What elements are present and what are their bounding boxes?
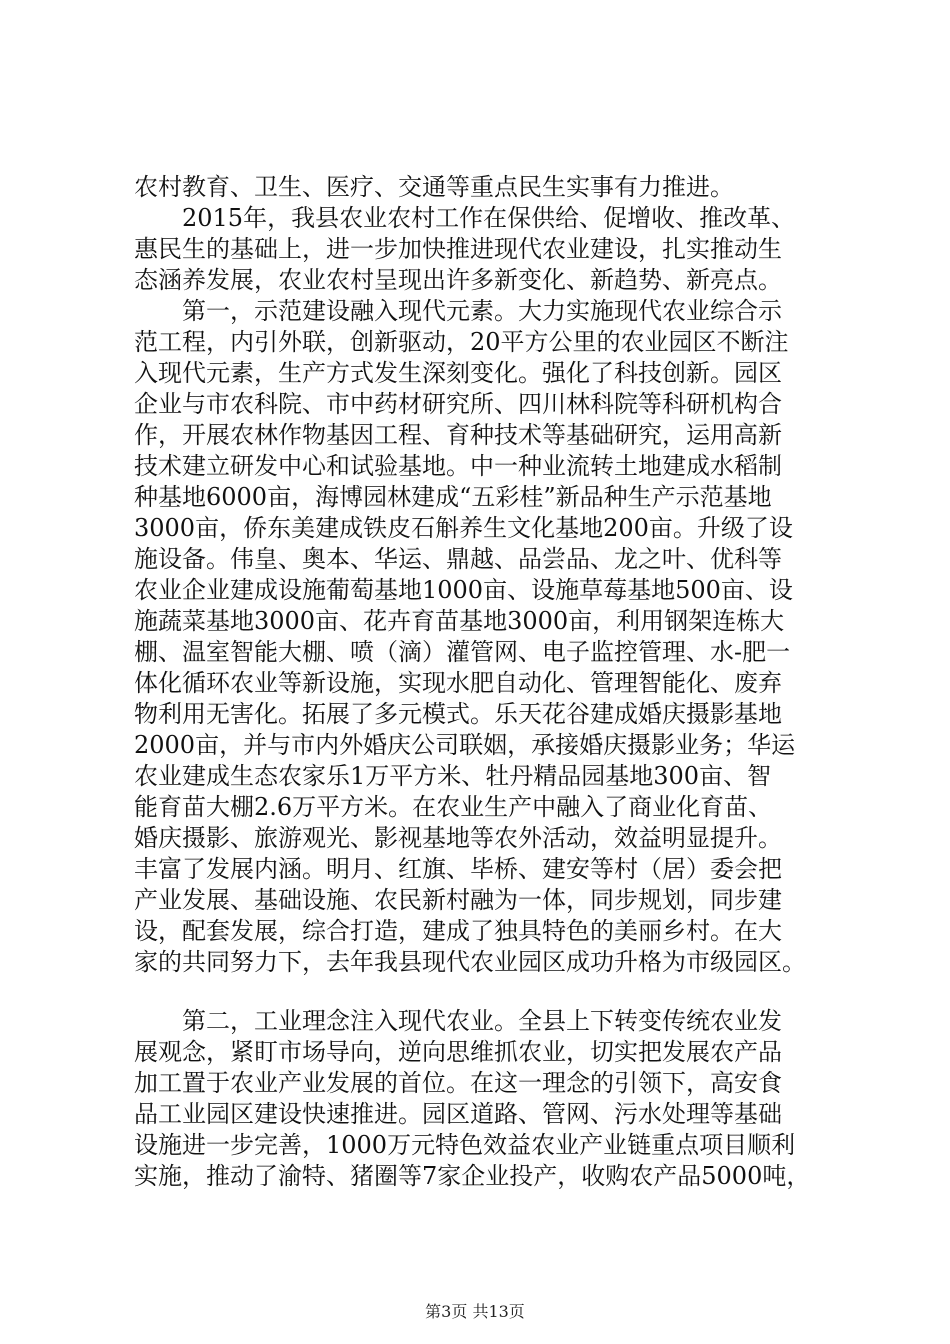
text-line: 种基地6000亩，海博园林建成“五彩桂”新品种生产示范基地 [134,483,772,511]
document-body [134,172,834,1192]
text-line: 展观念，紧盯市场导向，逆向思维抓农业，切实把发展农产品 [134,1038,782,1066]
text-line: 能育苗大棚2.6万平方米。在农业生产中融入了商业化育苗、 [134,793,773,821]
paragraph-gap [134,978,834,1006]
text-line: 棚、温室智能大棚、喷（滴）灌管网、电子监控管理、水-肥一 [134,638,791,666]
text-line: 企业与市农科院、市中药材研究所、四川林科院等科研机构合 [134,390,782,418]
text-line: 3000亩，侨东美建成铁皮石斛养生文化基地200亩。升级了设 [134,514,793,542]
text-line: 农村教育、卫生、医疗、交通等重点民生实事有力推进。 [134,173,734,201]
text-line: 产业发展、基础设施、农民新村融为一体，同步规划，同步建 [134,886,782,914]
text-line: 施蔬菜基地3000亩、花卉育苗基地3000亩，利用钢架连栋大 [134,607,785,635]
text-line: 设，配套发展，综合打造，建成了独具特色的美丽乡村。在大 [134,917,782,945]
text-line: 态涵养发展，农业农村呈现出许多新变化、新趋势、新亮点。 [134,266,782,294]
text-line: 2015年，我县农业农村工作在保供给、促增收、推改革、 [134,204,796,232]
text-line: 范工程，内引外联，创新驱动，20平方公里的农业园区不断注 [134,328,789,356]
page-number: 第3页 共13页 [425,1302,525,1321]
text-line: 婚庆摄影、旅游观光、影视基地等农外活动，效益明显提升。 [134,824,782,852]
text-line: 入现代元素，生产方式发生深刻变化。强化了科技创新。园区 [134,359,782,387]
text-line: 2000亩，并与市内外婚庆公司联姻，承接婚庆摄影业务；华运 [134,731,796,759]
text-line: 设施进一步完善，1000万元特色效益农业产业链重点项目顺利 [134,1131,796,1159]
text-line: 家的共同努力下，去年我县现代农业园区成功升格为市级园区。 [134,948,806,976]
text-line: 第二，工业理念注入现代农业。全县上下转变传统农业发 [134,1007,782,1035]
text-line: 加工置于农业产业发展的首位。在这一理念的引领下，高安食 [134,1069,782,1097]
text-line: 品工业园区建设快速推进。园区道路、管网、污水处理等基础 [134,1100,782,1128]
text-line: 实施，推动了渝特、猪圈等7家企业投产，收购农产品5000吨， [134,1162,811,1190]
page-footer [0,1302,950,1322]
text-line: 第一，示范建设融入现代元素。大力实施现代农业综合示 [134,297,782,325]
text-line: 技术建立研发中心和试验基地。中一种业流转土地建成水稻制 [134,452,782,480]
text-line: 施设备。伟皇、奥本、华运、鼎越、品尝品、龙之叶、优科等 [134,545,782,573]
text-line: 农业建成生态农家乐1万平方米、牡丹精品园基地300亩、智 [134,762,772,790]
text-line: 物利用无害化。拓展了多元模式。乐天花谷建成婚庆摄影基地 [134,700,782,728]
text-line: 作，开展农林作物基因工程、育种技术等基础研究，运用高新 [134,421,782,449]
text-line: 丰富了发展内涵。明月、红旗、毕桥、建安等村（居）委会把 [134,855,782,883]
text-line: 体化循环农业等新设施，实现水肥自动化、管理智能化、废弃 [134,669,782,697]
text-line: 惠民生的基础上，进一步加快推进现代农业建设，扎实推动生 [134,235,782,263]
text-line: 农业企业建成设施葡萄基地1000亩、设施草莓基地500亩、设 [134,576,793,604]
